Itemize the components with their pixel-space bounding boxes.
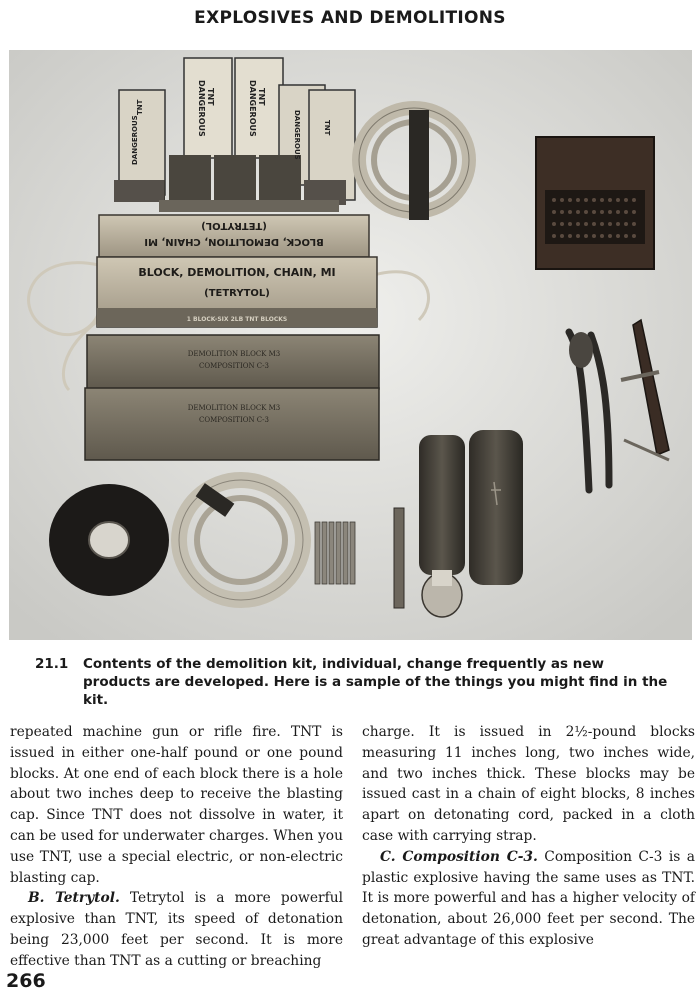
paragraph-tetrytol xyxy=(10,888,343,971)
dangerous-label-1: DANGEROUS xyxy=(197,80,206,137)
figure-number: 21.1 xyxy=(35,656,69,672)
detonating-cord-coil-top xyxy=(359,108,469,220)
body-column-left xyxy=(10,722,343,972)
blasting-cap-box xyxy=(536,137,654,269)
paragraph-tetrytol-continued: charge. It is issued in 2½-pound blocks measuring 11 inches long, two inches wide, and two inches thick. These blocks may be issued cast in a chain of eight blocks, 8 inches apart on detonating cord, packed in a cloth case with carrying strap. xyxy=(362,724,695,844)
fuse-lighter-stick xyxy=(394,508,404,608)
dangerous-label-3: DANGEROUS xyxy=(131,115,139,165)
paragraph-composition-c3 xyxy=(362,847,695,951)
tnt-label-1: TNT xyxy=(206,88,215,106)
c3-block-1-line1: DEMOLITION BLOCK M3 xyxy=(187,350,281,358)
caption-text: Contents of the demolition kit, individual, change frequently as new products are developed. Here is a sample of the things you might find in the kit. xyxy=(83,656,668,708)
page-number: 266 xyxy=(6,970,46,992)
tnt-label-4: TNT xyxy=(323,120,331,136)
c3-block-2-line1: DEMOLITION BLOCK M3 xyxy=(187,404,281,412)
composition-c3-blocks xyxy=(85,335,379,460)
figure-caption xyxy=(35,655,675,709)
chain-footer-label: 1 BLOCK-SIX 2LB TNT BLOCKS xyxy=(186,316,288,323)
friction-tape-roll xyxy=(49,484,169,596)
dangerous-label-2: DANGEROUS xyxy=(248,80,257,137)
tetrytol-label-main: (TETRYTOL) xyxy=(204,288,270,299)
c3-block-1-line2: COMPOSITION C-3 xyxy=(199,362,269,370)
chain-label-top: BLOCK, DEMOLITION, CHAIN, MI xyxy=(144,236,324,247)
paragraph-tnt: repeated machine gun or rifle fire. TNT is issued in either one-half pound or one pound blocks. At one end of each block there is a hole about two inches deep to receive the blasting cap. Since TNT does not dissolve in water, it can be used for underwater charges. When you use TNT, use a special electric, or non-electric blasting cap. xyxy=(10,724,343,886)
dangerous-label-4: DANGEROUS xyxy=(293,110,301,160)
tnt-label-2: TNT xyxy=(257,88,266,106)
body-column-right xyxy=(362,722,695,951)
subheading-composition-c3: C. Composition C-3. xyxy=(380,848,538,865)
photo-illustration xyxy=(9,50,692,640)
chain-label-main: BLOCK, DEMOLITION, CHAIN, MI xyxy=(138,266,336,279)
tnt-label-3: TNT xyxy=(136,99,144,115)
page-header: EXPLOSIVES AND DEMOLITIONS xyxy=(194,8,506,28)
demolition-kit-photo xyxy=(9,50,692,640)
paragraph-tetrytol-text: Tetrytol is a more powerful explosive than TNT, its speed of detonation being 23,000 feet per second. It is more effective than TNT as a cutting or breaching xyxy=(10,890,343,969)
tetrytol-label-top: (TETRYTOL) xyxy=(201,220,267,231)
c3-block-2-line2: COMPOSITION C-3 xyxy=(199,416,269,424)
paragraph-composition-c3-text: Composition C-3 is a plastic explosive having the same uses as TNT. It is more powerful and has a higher velocity of detonation, about 26,000 feet per second. The great advantage of this explosive xyxy=(362,848,696,948)
subheading-tetrytol: B. Tetrytol. xyxy=(28,890,120,907)
